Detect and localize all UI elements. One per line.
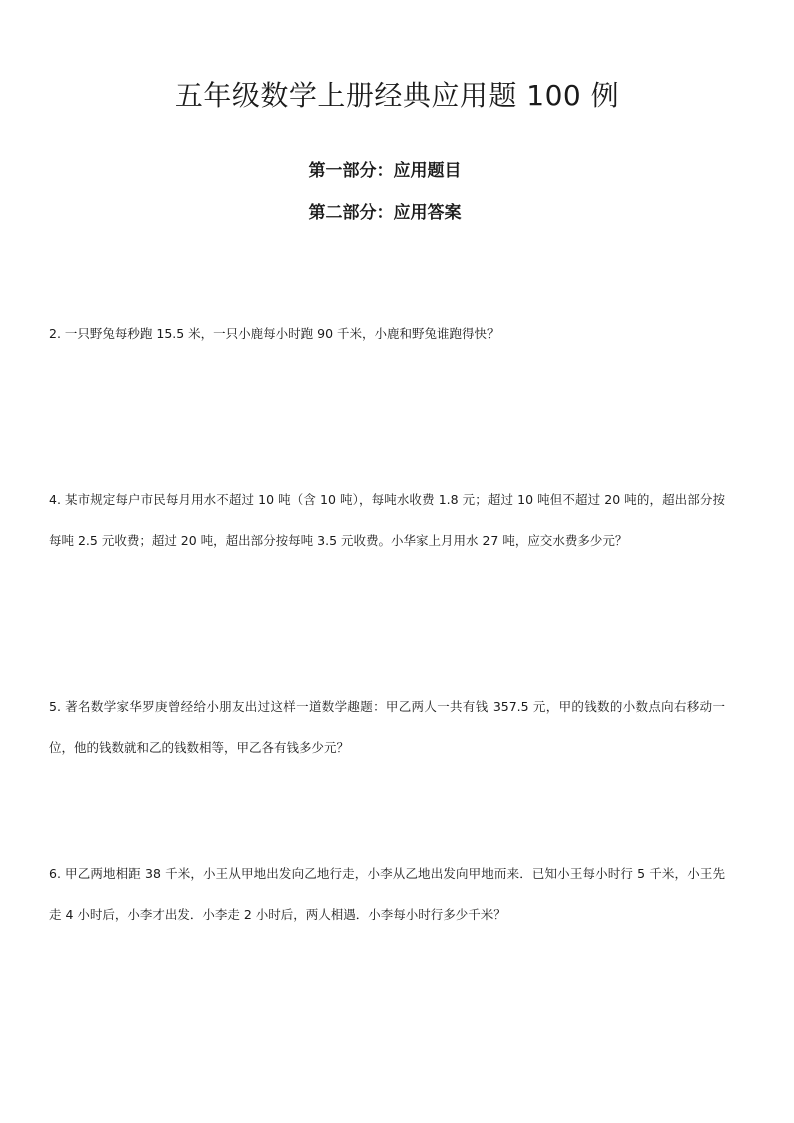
problem-2: 2. 一只野兔每秒跑 15.5 米，一只小鹿每小时跑 90 千米，小鹿和野兔谁跑得快？	[49, 326, 500, 341]
problem-5: 5. 著名数学家华罗庚曾经给小朋友出过这样一道数学趣题：甲乙两人一共有钱 357.5 元，甲的钱数的小数点向右移动一位，他的钱数就和乙的钱数相等，甲乙各有钱多少元？	[49, 699, 725, 755]
section-heading-questions: 第一部分：应用题目	[308, 161, 462, 181]
problem-6: 6. 甲乙两地相距 38 千米，小王从甲地出发向乙地行走，小李从乙地出发向甲地而来．已知小王每小时行 5 千米，小王先走 4 小时后，小李才出发．小李走 2 小时后，两人相遇．小李每小时行多少千米？	[49, 866, 725, 922]
problem-4: 4. 某市规定每户市民每月用水不超过 10 吨（含 10 吨），每吨水收费 1.8 元；超过 10 吨但不超过 20 吨的，超出部分按每吨 2.5 元收费；超过 20 吨，超出部分按每吨 3.5 元收费。小华家上月用水 27 吨，应交水费多少元？	[49, 492, 725, 548]
page-title: 五年级数学上册经典应用题 100 例	[174, 79, 620, 112]
section-heading-answers: 第二部分：应用答案	[308, 203, 462, 223]
